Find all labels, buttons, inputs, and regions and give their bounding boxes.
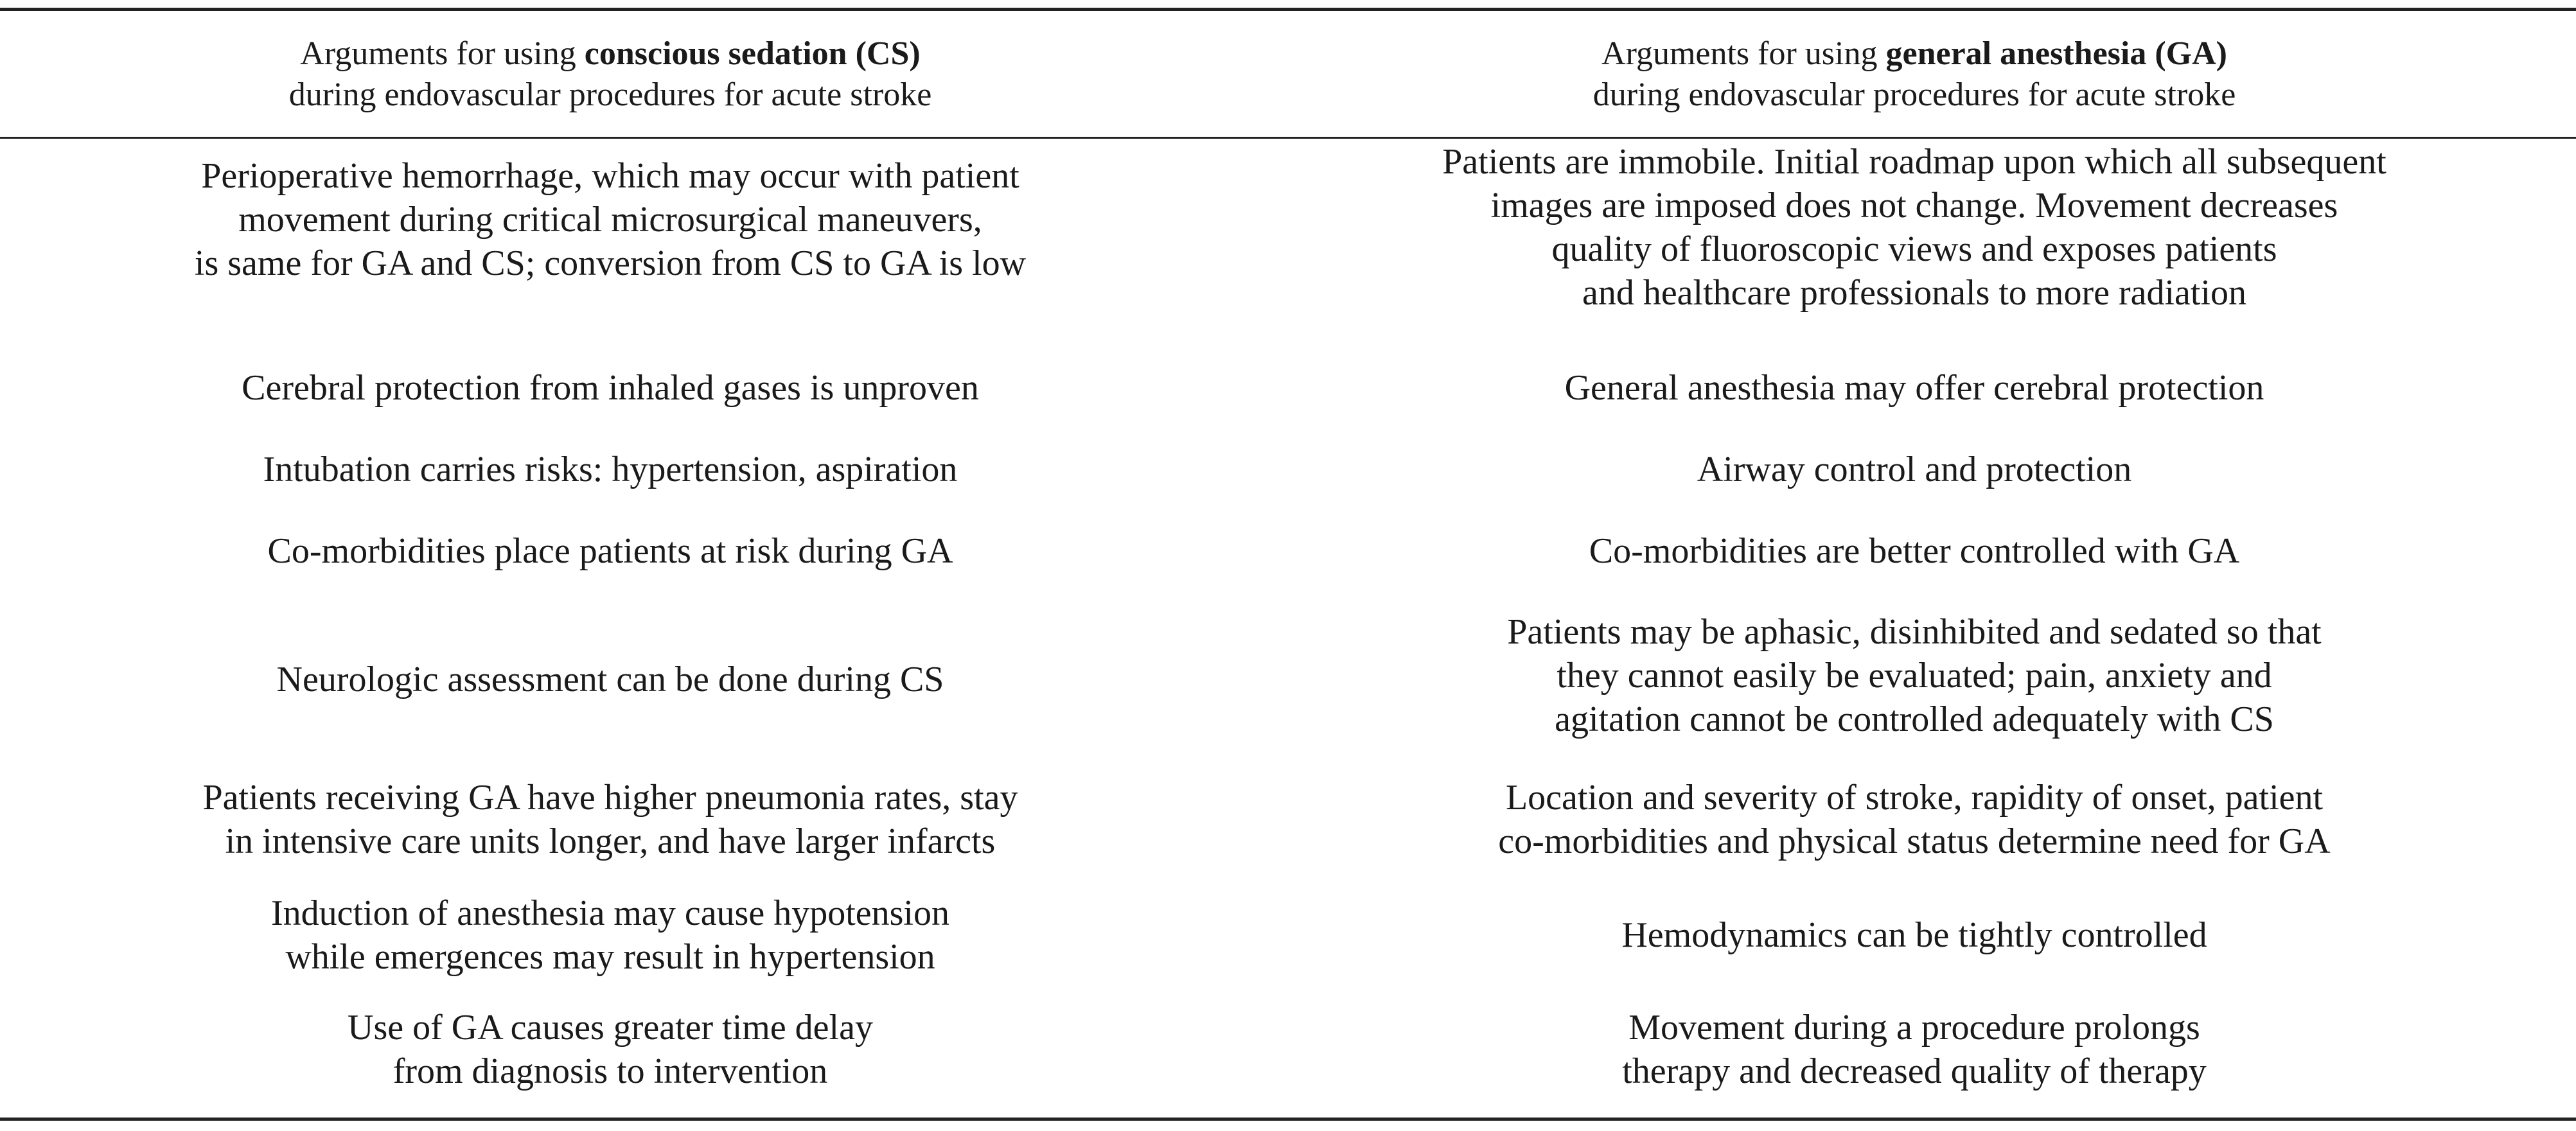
row-4-ga-argument: Co-morbidities are better controlled with GA xyxy=(1589,531,2240,571)
row-2-cs-argument: Cerebral protection from inhaled gases is unproven xyxy=(242,368,979,408)
header-left-bold: conscious sedation (CS) xyxy=(584,35,921,72)
header-general-anesthesia xyxy=(1285,33,2544,116)
row-8-ga-argument: Movement during a procedure prolongs therapy and decreased quality of therapy xyxy=(1622,1008,2207,1091)
row-8-cs-argument: Use of GA causes greater time delay from diagnosis to intervention xyxy=(348,1008,873,1091)
table-top-rule xyxy=(0,8,2576,11)
header-conscious-sedation xyxy=(19,33,1201,116)
row-3-cs-argument: Intubation carries risks: hypertension, aspiration xyxy=(263,450,958,489)
row-1-cs-argument: Perioperative hemorrhage, which may occur with patient movement during critical microsurgical maneuvers, is same for GA and CS; conversion from CS to GA is low xyxy=(194,156,1027,283)
row-5-ga-argument: Patients may be aphasic, disinhibited and sedated so that they cannot easily be evaluated; pain, anxiety and agitation cannot be controlled adequately with CS xyxy=(1507,612,2322,739)
row-7-ga-argument: Hemodynamics can be tightly controlled xyxy=(1621,915,2207,955)
row-1-ga-argument: Patients are immobile. Initial roadmap upon which all subsequent images are imposed does not change. Movement decreases quality of fluoroscopic views and exposes patients and healthcare professionals to more radiation xyxy=(1442,142,2386,313)
row-2-ga-argument: General anesthesia may offer cerebral protection xyxy=(1564,368,2264,408)
row-4-cs-argument: Co-morbidities place patients at risk during GA xyxy=(267,531,953,571)
header-right-line1: Arguments for using general anesthesia (GA) xyxy=(1601,35,2227,72)
header-right-line2: during endovascular procedures for acute stroke xyxy=(1592,76,2236,113)
table-bottom-rule xyxy=(0,1118,2576,1121)
row-6-ga-argument: Location and severity of stroke, rapidity of onset, patient co-morbidities and physical status determine need for GA xyxy=(1498,778,2331,861)
row-5-cs-argument: Neurologic assessment can be done during CS xyxy=(276,660,944,699)
header-right-bold: general anesthesia (GA) xyxy=(1885,35,2227,72)
header-divider-rule xyxy=(0,137,2576,139)
header-left-line2: during endovascular procedures for acute stroke xyxy=(288,76,932,113)
row-7-cs-argument: Induction of anesthesia may cause hypotension while emergences may result in hypertension xyxy=(271,893,949,977)
row-3-ga-argument: Airway control and protection xyxy=(1697,450,2132,489)
row-6-cs-argument: Patients receiving GA have higher pneumonia rates, stay in intensive care units longer, and have larger infarcts xyxy=(202,778,1018,861)
header-left-line1: Arguments for using conscious sedation (CS) xyxy=(300,35,921,72)
